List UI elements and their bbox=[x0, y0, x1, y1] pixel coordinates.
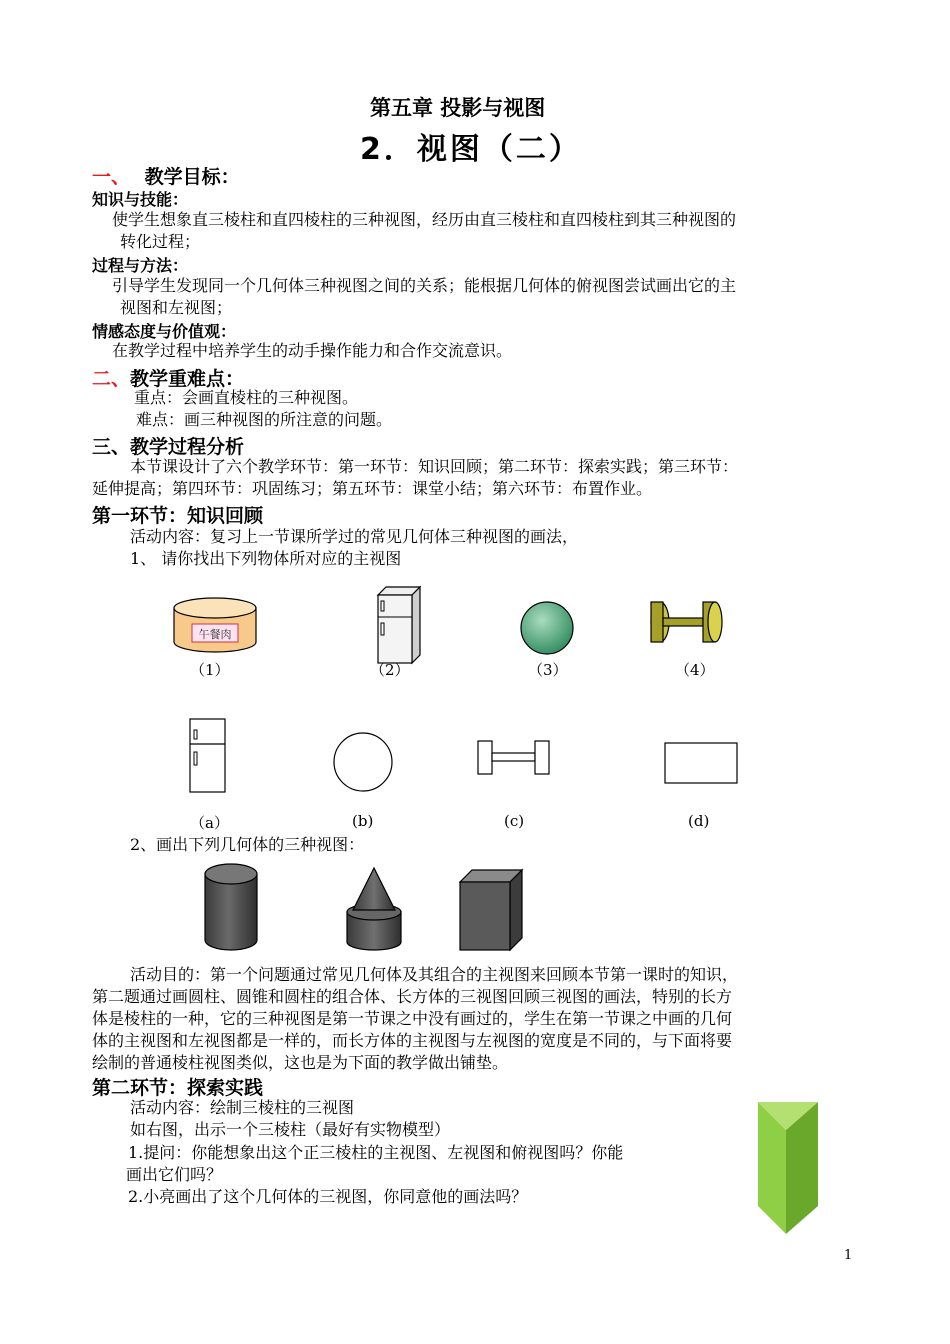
key-point-text: 重点：会画直棱柱的三种视图。 bbox=[134, 388, 359, 407]
lesson-title: 2．视图（二） bbox=[360, 132, 582, 167]
process-analysis-2: 延伸提高；第四环节：巩固练习；第五环节：课堂小结；第六环节：布置作业。 bbox=[92, 479, 653, 498]
stage2-question1-line1: 1.提问：你能想象出这个正三棱柱的主视图、左视图和俯视图吗？你能 bbox=[128, 1143, 624, 1162]
triangular-prism-figure bbox=[756, 1100, 820, 1235]
process-label: 过程与方法： bbox=[92, 256, 189, 275]
stage1-question1: 1、 请你找出下列物体所对应的主视图 bbox=[130, 549, 402, 568]
section-heading-process: 三、教学过程分析 bbox=[92, 436, 245, 458]
stage2-title: 第二环节：探索实践 bbox=[92, 1077, 264, 1099]
view-d-rectangle bbox=[664, 742, 738, 784]
caption-2: （2） bbox=[370, 661, 410, 679]
stage2-activity: 活动内容：绘制三棱柱的三视图 bbox=[130, 1098, 355, 1117]
caption-b: (b) bbox=[352, 812, 374, 830]
caption-3: （3） bbox=[528, 661, 568, 679]
caption-a: （a） bbox=[190, 814, 229, 832]
refrigerator-figure bbox=[374, 585, 424, 665]
section-heading-objectives bbox=[92, 162, 240, 189]
process-text-1: 引导学生发现同一个几何体三种视图之间的关系；能根据几何体的俯视图尝试画出它的主 bbox=[112, 276, 737, 295]
purpose-text-4: 体的主视图和左视图都是一样的，而长方体的主视图与左视图的宽度是不同的，与下面将要 bbox=[92, 1031, 733, 1050]
view-b-circle bbox=[333, 732, 395, 794]
caption-1: （1） bbox=[190, 661, 230, 679]
emotion-text: 在教学过程中培养学生的动手操作能力和合作交流意识。 bbox=[112, 341, 513, 360]
purpose-text-5: 绘制的普通棱柱视图类似，这也是为下面的教学做出铺垫。 bbox=[92, 1053, 509, 1072]
process-text-2: 视图和左视图； bbox=[120, 298, 233, 317]
page-number: 1 bbox=[844, 1248, 853, 1263]
stage1-activity: 活动内容：复习上一节课所学过的常见几何体三种视图的画法， bbox=[130, 527, 579, 546]
purpose-text-1: 活动目的：第一个问题通过常见几何体及其组合的主视图来回顾本节第一课时的知识， bbox=[130, 965, 739, 984]
purpose-text-3: 体是棱柱的一种，它的三种视图是第一节课之中没有画过的，学生在第一节课之中画的几何 bbox=[92, 1009, 733, 1028]
knowledge-text-2: 转化过程； bbox=[120, 232, 201, 251]
stage2-question2: 2.小亮画出了这个几何体的三视图，你同意他的画法吗？ bbox=[128, 1187, 528, 1206]
stage1-title: 第一环节：知识回顾 bbox=[92, 505, 264, 527]
stage1-question2: 2、画出下列几何体的三种视图： bbox=[130, 835, 365, 854]
canned-meat-figure bbox=[170, 596, 260, 654]
stage2-question1-line2: 画出它们吗？ bbox=[126, 1165, 223, 1184]
can-label: 午餐肉 bbox=[198, 628, 232, 641]
section-number: 二、 bbox=[92, 368, 131, 390]
section-title: 教学重难点： bbox=[130, 368, 245, 390]
cylinder-figure bbox=[203, 862, 259, 952]
dumbbell-figure bbox=[648, 600, 724, 644]
cone-cylinder-figure bbox=[345, 866, 403, 952]
cuboid-figure bbox=[458, 868, 524, 954]
caption-4: （4） bbox=[675, 661, 715, 679]
purpose-text-2: 第二题通过画圆柱、圆锥和圆柱的组合体、长方体的三视图回顾三视图的画法，特别的长方 bbox=[92, 987, 733, 1006]
knowledge-label: 知识与技能： bbox=[92, 190, 189, 209]
ball-figure bbox=[520, 601, 576, 657]
view-c-dumbbell bbox=[477, 740, 551, 776]
chapter-title: 第五章 投影与视图 bbox=[370, 96, 546, 120]
caption-c: (c) bbox=[504, 812, 525, 830]
process-analysis-1: 本节课设计了六个教学环节：第一环节：知识回顾；第二环节：探索实践；第三环节： bbox=[130, 457, 739, 476]
view-a-refrigerator bbox=[189, 718, 227, 794]
stage2-intro: 如右图，出示一个三棱柱（最好有实物模型） bbox=[130, 1120, 451, 1139]
knowledge-text-1: 使学生想象直三棱柱和直四棱柱的三种视图，经历由直三棱柱和直四棱柱到其三种视图的 bbox=[112, 210, 737, 229]
section-number: 一、 bbox=[92, 166, 131, 188]
difficulty-text: 难点：画三种视图的所注意的问题。 bbox=[136, 410, 393, 429]
emotion-label: 情感态度与价值观： bbox=[92, 322, 237, 341]
section-title: 教学目标： bbox=[144, 166, 240, 188]
caption-d: (d) bbox=[688, 812, 710, 830]
